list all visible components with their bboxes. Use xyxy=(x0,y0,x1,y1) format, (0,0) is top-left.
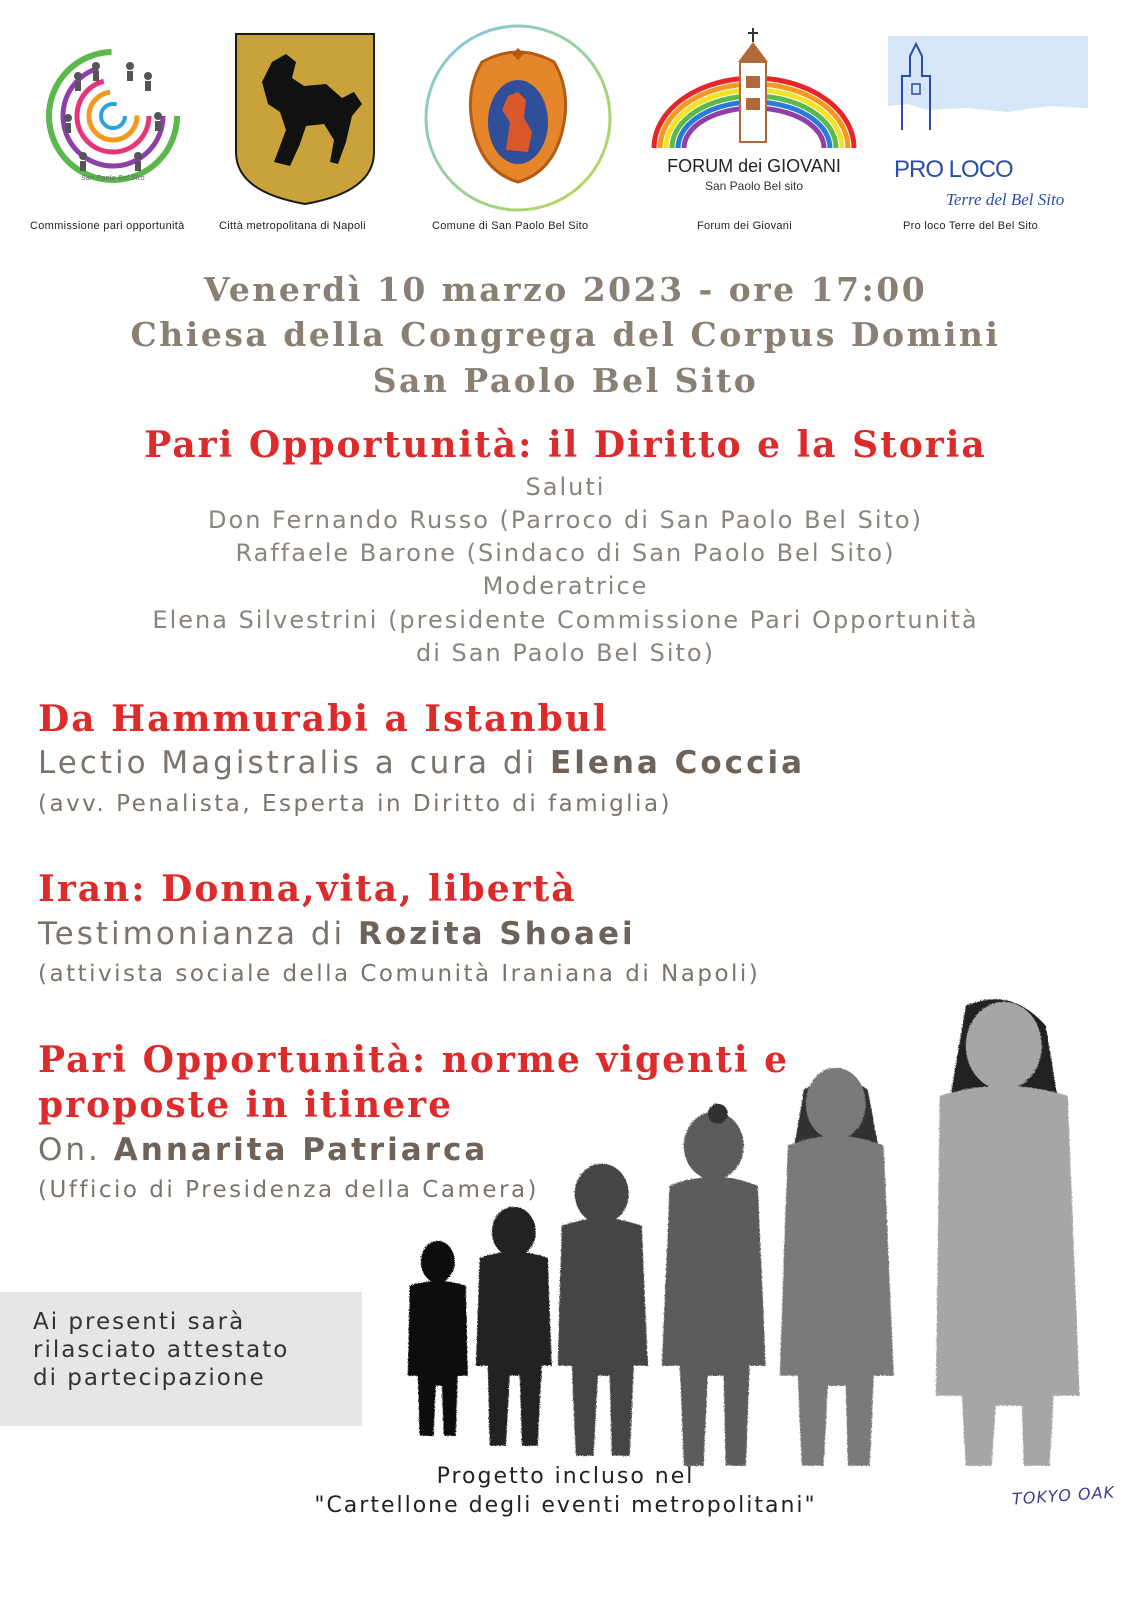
section2-title: Iran: Donna,vita, libertà xyxy=(38,868,577,910)
caption-proloco: Pro loco Terre del Bel Sito xyxy=(903,220,1039,232)
greetings-label: Saluti xyxy=(525,473,606,501)
caption-comune: Comune di San Paolo Bel Sito xyxy=(432,220,589,232)
greetings-speaker1: Don Fernando Russo (Parroco di San Paolo Bel Sito) xyxy=(208,506,923,534)
certificate-text xyxy=(33,1308,289,1392)
section3-speaker: Annarita Patriarca xyxy=(113,1132,489,1168)
section1-title: Da Hammurabi a Istanbul xyxy=(38,698,609,740)
section3-title-line2: proposte in itinere xyxy=(38,1084,453,1126)
section3-sub-prefix: On. xyxy=(38,1132,114,1168)
logo-forum xyxy=(648,26,860,193)
certificate-line1: Ai presenti sarà xyxy=(33,1309,246,1335)
moderator-label: Moderatrice xyxy=(482,572,649,600)
section2-subtitle xyxy=(38,916,636,952)
section3-title-line1: Pari Opportunità: norme vigenti e xyxy=(38,1039,789,1081)
section1-note: (avv. Penalista, Esperta in Diritto di famiglia) xyxy=(38,791,673,817)
moderator-line1: Elena Silvestrini (presidente Commissione Pari Opportunità xyxy=(152,606,979,634)
proloco-subtitle: Terre del Bel Sito xyxy=(946,190,1065,209)
certificate-line3: di partecipazione xyxy=(33,1365,266,1391)
caption-citta-metropolitana: Città metropolitana di Napoli xyxy=(219,220,366,232)
svg-text:San Paolo Bel Sito: San Paolo Bel Sito xyxy=(81,174,145,182)
section3-subtitle xyxy=(38,1132,488,1168)
section2-sub-prefix: Testimonianza di xyxy=(38,916,358,952)
footer-line1: Progetto incluso nel xyxy=(436,1464,695,1489)
event-venue: Chiesa della Congrega del Corpus Domini xyxy=(130,315,1001,354)
logo-proloco xyxy=(888,36,1088,209)
caption-forum: Forum dei Giovani xyxy=(697,220,792,232)
section1-sub-prefix: Lectio Magistralis a cura di xyxy=(38,745,551,781)
logo-citta-metropolitana xyxy=(234,32,376,210)
logo-commissione xyxy=(38,28,188,192)
moderator-line2: di San Paolo Bel Sito) xyxy=(416,639,715,667)
section2-speaker: Rozita Shoaei xyxy=(358,916,636,952)
logo-comune xyxy=(422,22,614,218)
main-title: Pari Opportunità: il Diritto e la Storia xyxy=(144,424,987,466)
horse-shield-icon xyxy=(234,32,376,206)
section1-speaker: Elena Coccia xyxy=(550,745,805,781)
proloco-title: PRO LOCO xyxy=(894,156,1013,183)
section3-note: (Ufficio di Presidenza della Camera) xyxy=(38,1177,540,1203)
proloco-skyline-icon xyxy=(888,36,1088,130)
rainbow-bell-tower-icon xyxy=(648,26,860,158)
artist-signature: TOKYO OAK xyxy=(1011,1482,1116,1509)
commissione-emblem-icon xyxy=(38,28,188,188)
section2-note: (attivista sociale della Comunità Iraniana di Napoli) xyxy=(38,961,761,987)
certificate-box xyxy=(0,1292,362,1426)
caption-commissione: Commissione pari opportunità xyxy=(30,220,185,232)
event-date: Venerdì 10 marzo 2023 - ore 17:00 xyxy=(203,270,928,309)
forum-title: FORUM dei GIOVANI xyxy=(667,156,841,176)
forum-subtitle: San Paolo Bel sito xyxy=(704,179,804,193)
section1-subtitle xyxy=(38,745,805,781)
comune-crest-icon xyxy=(422,22,614,214)
event-town: San Paolo Bel Sito xyxy=(372,361,759,400)
certificate-line2: rilasciato attestato xyxy=(33,1337,290,1363)
greetings-speaker2: Raffaele Barone (Sindaco di San Paolo Bel Sito) xyxy=(235,539,896,567)
footer-line2: "Cartellone degli eventi metropolitani" xyxy=(314,1493,817,1518)
